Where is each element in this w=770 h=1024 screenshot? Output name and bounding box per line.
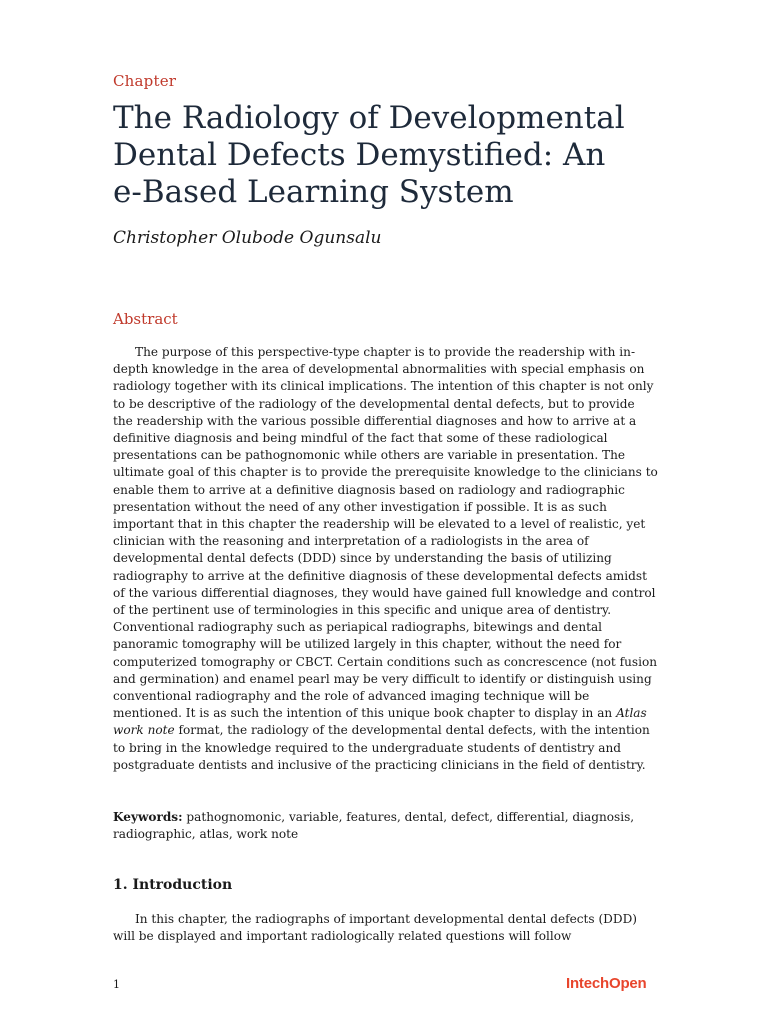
abstract-text: The purpose of this perspective-type chapter is to provide the readership with in-depth knowledge in the area of developmental abnormalities with special emphasis on radiology together with its clinical implications. The intention of this chapter is not only to be descriptive of the radiology of the developmental dental defects, but to provide the readership with the various possible differential diagnoses and how to arrive at a definitive diagnosis and being mindful of the fact that some of these radiological presentations can be pathognomonic while others are variable in presentation. The ultimate goal of this chapter is to provide the prerequisite knowledge to the clinicians to enable them to arrive at a definitive diagnosis based on radiology and radiographic presentation without the need of any other investigation if possible. It is as such important that in this chapter the readership will be elevated to a level of realistic, yet clinician with the reasoning and interpretation of a radiologists in the area of developmental dental defects (DDD) since by understanding the basis of utilizing radiography to arrive at the definitive diagnosis of these developmental defects amidst of the various differential diagnoses, they would have gained full knowledge and control of the pertinent use of terminologies in this specific and unique area of dentistry. Conventional radiography such as periapical radiographs, bitewings and dental panoramic tomography will be utilized largely in this chapter, without the need for computerized tomography or CBCT. Certain conditions such as concrescence (not fusion and germination) and enamel pearl may be very difficult to identify or distinguish using conventional radiography and the role of advanced imaging technique will be mentioned. It is as such the intention of this unique book chapter to display in an: [113, 345, 658, 721]
author-name: Christopher Olubode Ogunsalu: [113, 228, 382, 248]
abstract-body: [113, 344, 658, 774]
keywords-label: Keywords:: [113, 810, 183, 824]
title-line: e-Based Learning System: [113, 174, 514, 210]
section-heading: 1. Introduction: [113, 877, 233, 893]
abstract-paragraph: [113, 344, 658, 774]
keywords-text: pathognomonic, variable, features, dental, defect, differential, diagnosis, radiographic, atlas, work note: [113, 810, 635, 842]
publisher-logo: IntechOpen: [566, 975, 647, 992]
chapter-label: Chapter: [113, 72, 177, 90]
abstract-heading: Abstract: [113, 310, 178, 328]
keywords: [113, 809, 658, 843]
introduction-paragraph: In this chapter, the radiographs of important developmental dental defects (DDD) will be displayed and important radiologically related questions will follow: [113, 912, 637, 944]
abstract-text-end: format, the radiology of the developmental dental defects, with the intention to bring in the knowledge required to the undergraduate students of dentistry and postgraduate dentists and inclusive of the practicing clinicians in the field of dentistry.: [113, 723, 650, 772]
chapter-title: [113, 100, 673, 211]
title-line: Dental Defects Demystified: An: [113, 137, 606, 173]
page-number: 1: [113, 978, 120, 991]
abstract-italic-text: Atlas work note: [113, 706, 647, 738]
title-line: The Radiology of Developmental: [113, 100, 625, 136]
